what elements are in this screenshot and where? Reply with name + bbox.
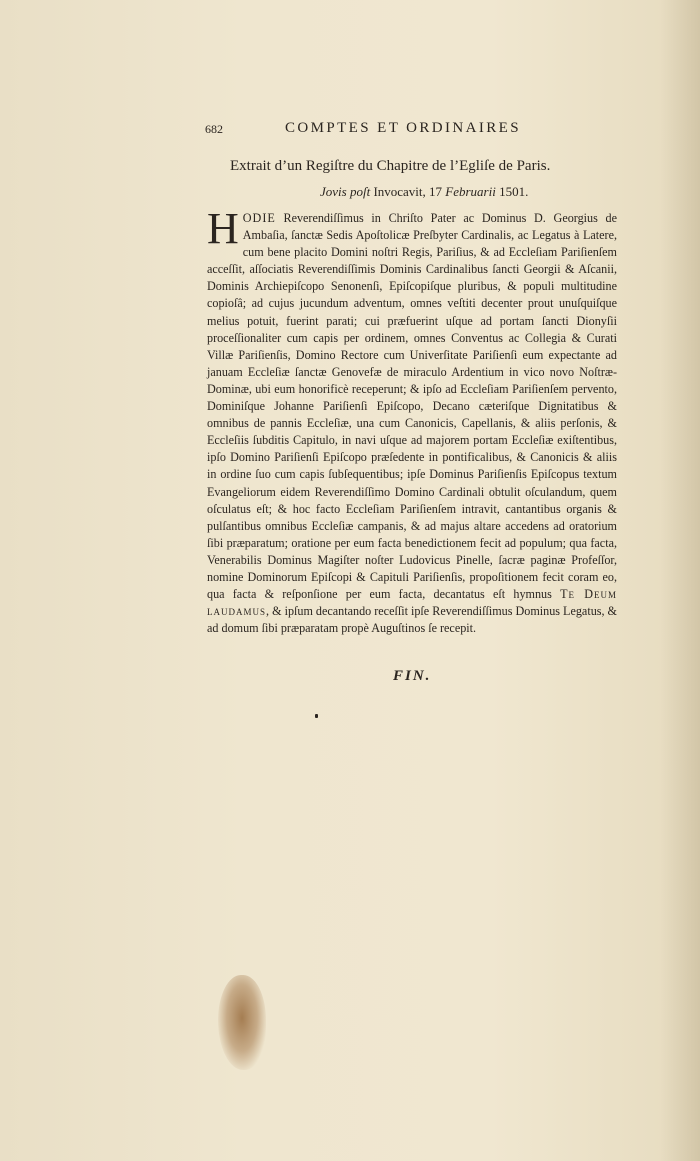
paper-stain [218, 975, 266, 1070]
body-text-part1: Reverendiſſimus in Chriſto Pater ac Dominus D. Georgius de Ambaſia, ſanctæ Sedis Apoſtolicæ Preſbyter Cardinalis, ac Legatus à Latere, cum bene placito Domini noſtri Regis, Pariſius, & ad Eccleſiam Pariſienſem acceſſit, aſſociatis Reverendiſſimis Dominis Cardinalibus ſancti Georgii & Aſcanii, Dominis Archiepiſcopo Senonenſi, Epiſcopiſque pluribus, & populi multitudine copioſâ; ad cujus jucundum adventum, omnes veſtiti decenter prout unuſquiſque melius potuit, fuerint parati; cui præfuerint uſque ad portam ſancti Dionyſii proceſſionaliter cum capis per ordinem, omnes Conventus ac Collegia & Curati Villæ Pariſienſis, Domino Rectore cum Univerſitate Pariſienſi eum expectante ad januam Eccleſiæ ſanctæ Genovefæ de miraculo Ardentium in vico novo Noſtræ-Dominæ, ubi eum honorificè receperunt; & ipſo ad Eccleſiam Pariſienſem pervento, Dominiſque Johanne Pariſienſi Epiſcopo, Decano cæteriſque Dignitatibus & omnibus de pannis Eccleſiæ, una cum Canonicis, Capellanis, & aliis perſonis, & Eccleſiis ſubditis Capitulo, in navi uſque ad majorem portam Eccleſiæ exiſtentibus, ipſo Domino Pariſienſi Epiſcopo præſedente in pontificalibus, & Canonicis & aliis in ordine ſuo cum capis ſubſequentibus; ipſe Dominus Pariſienſis Epiſcopus textum Evangeliorum eidem Reverendiſſimo Domino Cardinali obtulit oſculandum, quem oſculatus eſt; & hoc facto Eccleſiam Pariſienſem intravit, cantantibus organis & pulſantibus omnibus Eccleſiæ campanis, & ad majus altare accedens ad oratorium ſibi præparatum; oratione per eum facta benedictionem fecit ad populum; qua facta, Venerabilis Dominus Magiſter noſter Ludovicus Pinelle, ſacræ paginæ Profeſſor, nomine Dominorum Epiſcopi & Capituli Pariſienſis, propoſitionem fecit coram eo, qua facta & reſponſione per eum facta, decantatus eſt hymnus [207, 211, 617, 602]
opening-caps: ODIE [242, 211, 276, 225]
dateline-month: Februarii [445, 184, 496, 199]
dateline-roman: Invocavit, 17 [373, 184, 443, 199]
body-text-part2: , & ipſum decantando receſſit ipſe Reverendiſſimus Dominus Legatus, & ad domum ſibi præparatam propè Auguſtinos ſe recepit. [207, 604, 618, 636]
page-number: 682 [205, 122, 223, 136]
dateline [320, 184, 528, 200]
dateline-year: 1501. [499, 184, 529, 199]
page-edge-shadow [660, 0, 700, 1161]
page-header [205, 122, 615, 142]
ink-dot [315, 714, 318, 718]
running-title: COMPTES ET ORDINAIRES [285, 120, 521, 136]
drop-cap: H [207, 204, 239, 253]
section-heading: Extrait d’un Regiſtre du Chapitre de l’Egliſe de Paris. [230, 158, 551, 174]
hymn-title: Te Deum laudamus [207, 587, 617, 619]
dateline-italic: Jovis poſt [320, 184, 371, 199]
fin-marker: FIN. [393, 668, 432, 684]
body-paragraph [207, 204, 618, 637]
